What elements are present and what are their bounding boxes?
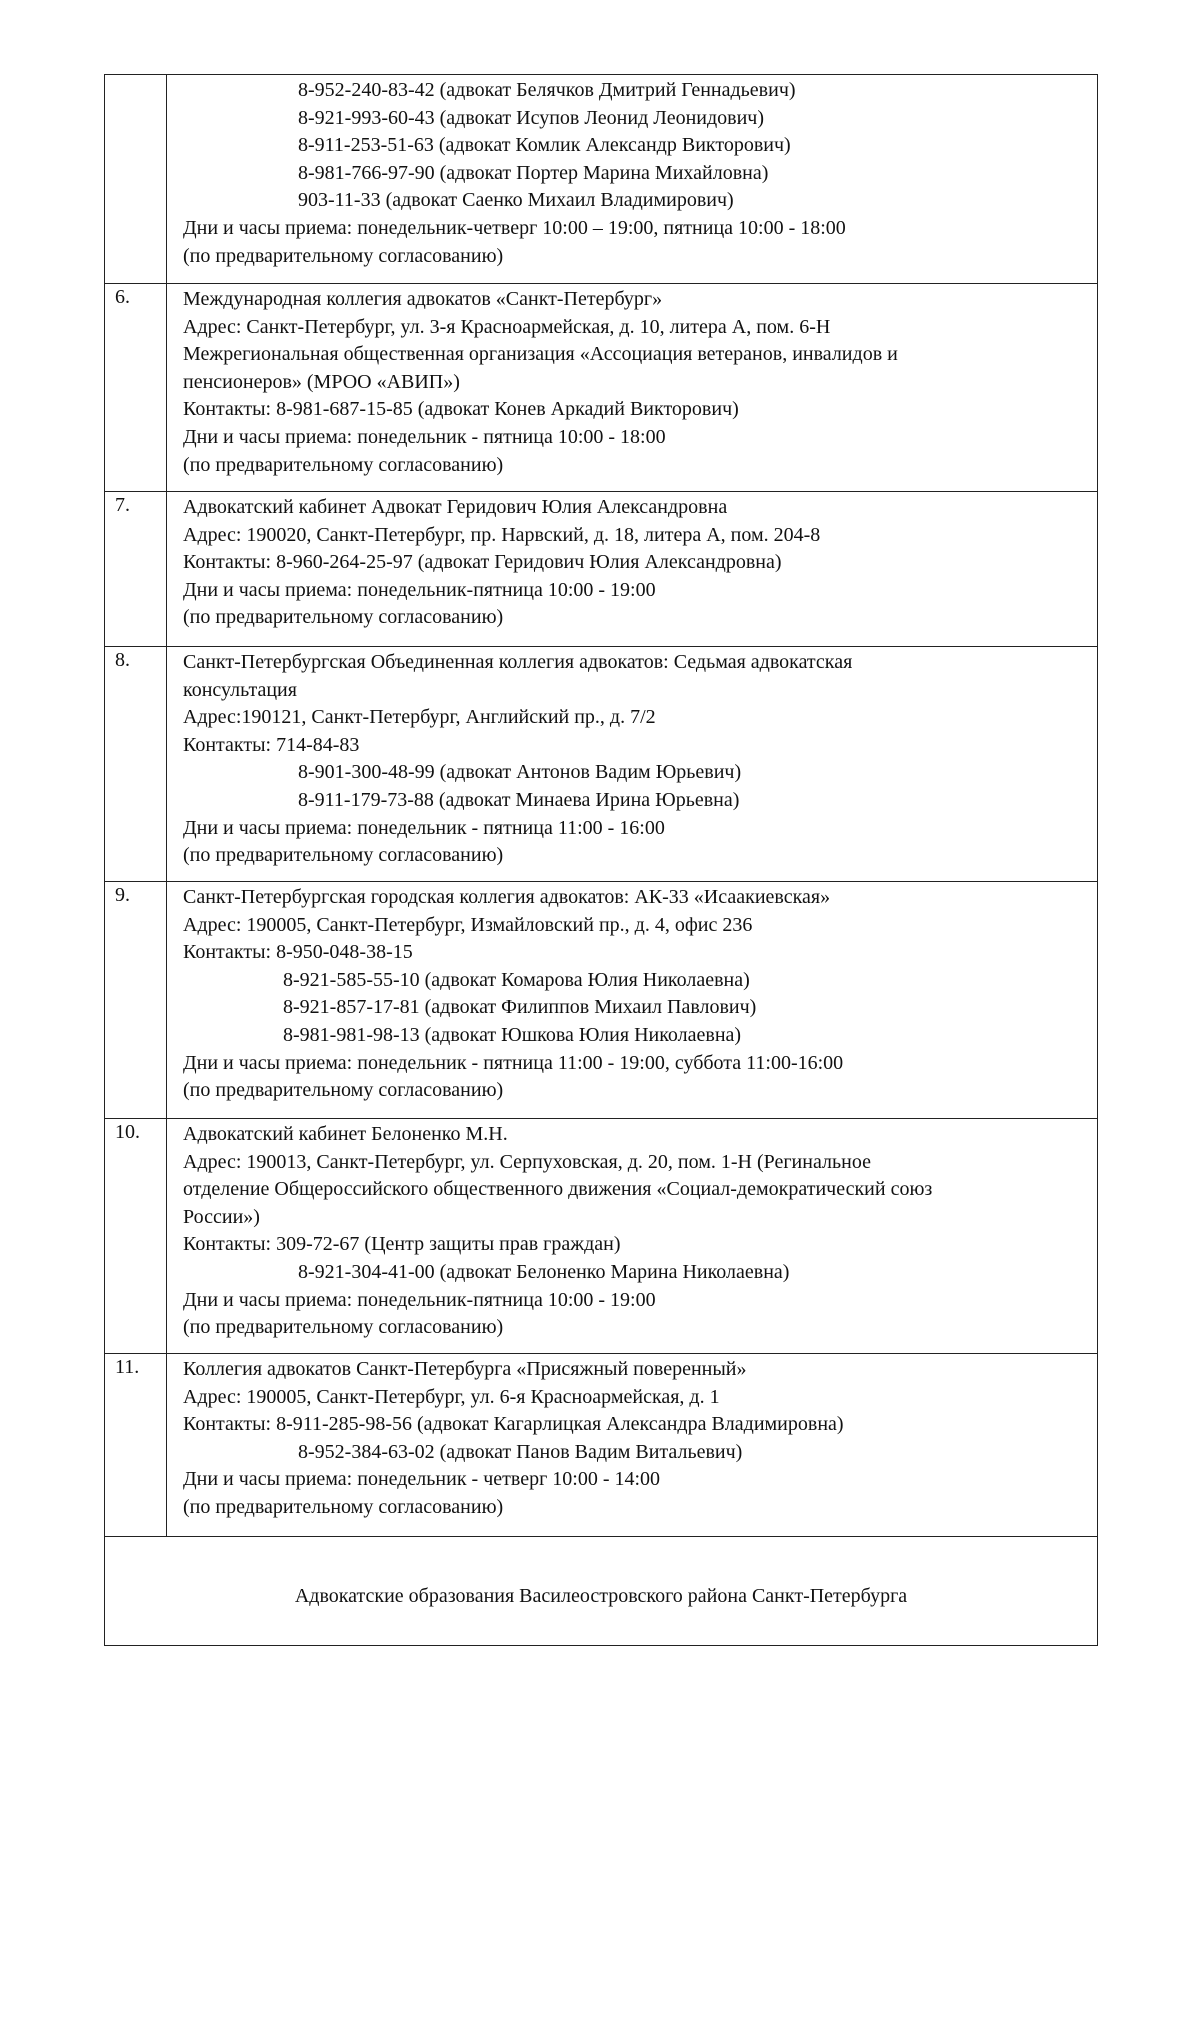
contact-line: 8-921-304-41-00 (адвокат Белоненко Марина Николаевна) bbox=[298, 1260, 790, 1283]
table-row bbox=[105, 881, 1097, 1118]
row-number: 6. bbox=[105, 284, 167, 491]
hours-line: Дни и часы приема: понедельник-пятница 10:00 - 19:00 bbox=[183, 1288, 656, 1311]
address-line: Адрес: 190005, Санкт-Петербург, ул. 6-я Красноармейская, д. 1 bbox=[183, 1385, 720, 1408]
org-name: Адвокатский кабинет Белоненко М.Н. bbox=[183, 1123, 508, 1145]
table-row bbox=[105, 75, 1097, 283]
org-name: Международная коллегия адвокатов «Санкт-Петербург» bbox=[183, 288, 663, 310]
contact-line: 8-981-766-97-90 (адвокат Портер Марина Михайловна) bbox=[298, 161, 769, 184]
address-line: Адрес: 190013, Санкт-Петербург, ул. Серпуховская, д. 20, пом. 1-Н (Регинальное bbox=[183, 1150, 871, 1173]
contact-line: 8-952-384-63-02 (адвокат Панов Вадим Витальевич) bbox=[298, 1440, 743, 1463]
row-content bbox=[167, 647, 1097, 874]
section-heading: Адвокатские образования Василеостровского района Санкт-Петербурга bbox=[294, 1585, 908, 1607]
row-number: 10. bbox=[105, 1119, 167, 1353]
contact-line: 8-921-993-60-43 (адвокат Исупов Леонид Леонидович) bbox=[298, 106, 765, 129]
contact-line: Контакты: 8-981-687-15-85 (адвокат Конев Аркадий Викторович) bbox=[183, 398, 739, 421]
address-line: России») bbox=[183, 1205, 260, 1228]
contact-line: 8-921-857-17-81 (адвокат Филиппов Михаил Павлович) bbox=[283, 996, 757, 1019]
row-content bbox=[167, 1354, 1097, 1526]
org-name: Адвокатский кабинет Адвокат Геридович Юлия Александровна bbox=[183, 496, 728, 518]
hours-line: Дни и часы приема: понедельник-пятница 10:00 - 19:00 bbox=[183, 578, 656, 601]
org-name: Коллегия адвокатов Санкт-Петербурга «Присяжный поверенный» bbox=[183, 1358, 747, 1380]
note-line: (по предварительному согласованию) bbox=[183, 606, 504, 629]
contact-line: Контакты: 8-950-048-38-15 bbox=[183, 941, 413, 964]
lawyers-table bbox=[104, 74, 1098, 1646]
address-line: Адрес:190121, Санкт-Петербург, Английский пр., д. 7/2 bbox=[183, 706, 656, 729]
table-row bbox=[105, 491, 1097, 646]
address-line: отделение Общероссийского общественного движения «Социал-демократический союз bbox=[183, 1178, 933, 1201]
contact-line: 8-911-253-51-63 (адвокат Комлик Александр Викторович) bbox=[298, 134, 791, 157]
hours-line: Дни и часы приема: понедельник - четверг 10:00 - 14:00 bbox=[183, 1468, 661, 1491]
contact-line: 8-911-179-73-88 (адвокат Минаева Ирина Юрьевна) bbox=[298, 788, 740, 811]
contact-line: 8-901-300-48-99 (адвокат Антонов Вадим Юрьевич) bbox=[298, 761, 742, 784]
org-name: Санкт-Петербургская Объединенная коллегия адвокатов: Седьмая адвокатская bbox=[183, 651, 853, 673]
address-line: Адрес: 190020, Санкт-Петербург, пр. Нарвский, д. 18, литера А, пом. 204-8 bbox=[183, 523, 821, 546]
row-number: 7. bbox=[105, 492, 167, 646]
contact-line: Контакты: 714-84-83 bbox=[183, 733, 360, 756]
contact-line: Контакты: 309-72-67 (Центр защиты прав граждан) bbox=[183, 1233, 621, 1256]
table-row bbox=[105, 1353, 1097, 1536]
row-number: 11. bbox=[105, 1354, 167, 1536]
row-content bbox=[167, 882, 1097, 1109]
contact-line: Контакты: 8-911-285-98-56 (адвокат Кагарлицкая Александра Владимировна) bbox=[183, 1413, 844, 1436]
row-content bbox=[167, 1119, 1097, 1346]
note-line: (по предварительному согласованию) bbox=[183, 1079, 504, 1102]
contact-line: Контакты: 8-960-264-25-97 (адвокат Геридович Юлия Александровна) bbox=[183, 551, 782, 574]
table-row bbox=[105, 646, 1097, 881]
address-line: Адрес: 190005, Санкт-Петербург, Измайловский пр., д. 4, офис 236 bbox=[183, 913, 753, 936]
org-name: консультация bbox=[183, 678, 297, 701]
row-content bbox=[167, 284, 1097, 483]
note-line: (по предварительному согласованию) bbox=[183, 453, 504, 476]
contact-line: 8-921-585-55-10 (адвокат Комарова Юлия Николаевна) bbox=[283, 968, 750, 991]
section-heading-row bbox=[105, 1536, 1097, 1645]
note-line: (по предварительному согласованию) bbox=[183, 244, 504, 267]
hours-line: Дни и часы приема: понедельник-четверг 10:00 – 19:00, пятница 10:00 - 18:00 bbox=[183, 216, 846, 239]
note-line: (по предварительному согласованию) bbox=[183, 1495, 504, 1518]
note-line: (по предварительному согласованию) bbox=[183, 1316, 504, 1339]
row-number: 8. bbox=[105, 647, 167, 881]
row-content bbox=[167, 492, 1097, 636]
hours-line: Дни и часы приема: понедельник - пятница 11:00 - 16:00 bbox=[183, 816, 665, 839]
row-number bbox=[105, 75, 167, 283]
hours-line: Дни и часы приема: понедельник - пятница 10:00 - 18:00 bbox=[183, 425, 666, 448]
row-content bbox=[167, 75, 1097, 274]
org-name: Санкт-Петербургская городская коллегия адвокатов: АК-33 «Исаакиевская» bbox=[183, 886, 831, 908]
row-number: 9. bbox=[105, 882, 167, 1118]
table-row bbox=[105, 283, 1097, 491]
org-line: Межрегиональная общественная организация «Ассоциация ветеранов, инвалидов и bbox=[183, 343, 898, 366]
hours-line: Дни и часы приема: понедельник - пятница 11:00 - 19:00, суббота 11:00-16:00 bbox=[183, 1051, 844, 1074]
org-line: пенсионеров» (МРОО «АВИП») bbox=[183, 370, 460, 393]
contact-line: 8-981-981-98-13 (адвокат Юшкова Юлия Николаевна) bbox=[283, 1023, 742, 1046]
table-row bbox=[105, 1118, 1097, 1353]
contact-line: 8-952-240-83-42 (адвокат Белячков Дмитрий Геннадьевич) bbox=[298, 79, 796, 101]
contact-line: 903-11-33 (адвокат Саенко Михаил Владимирович) bbox=[298, 189, 734, 212]
address-line: Адрес: Санкт-Петербург, ул. 3-я Красноармейская, д. 10, литера А, пом. 6-Н bbox=[183, 315, 831, 338]
note-line: (по предварительному согласованию) bbox=[183, 844, 504, 867]
